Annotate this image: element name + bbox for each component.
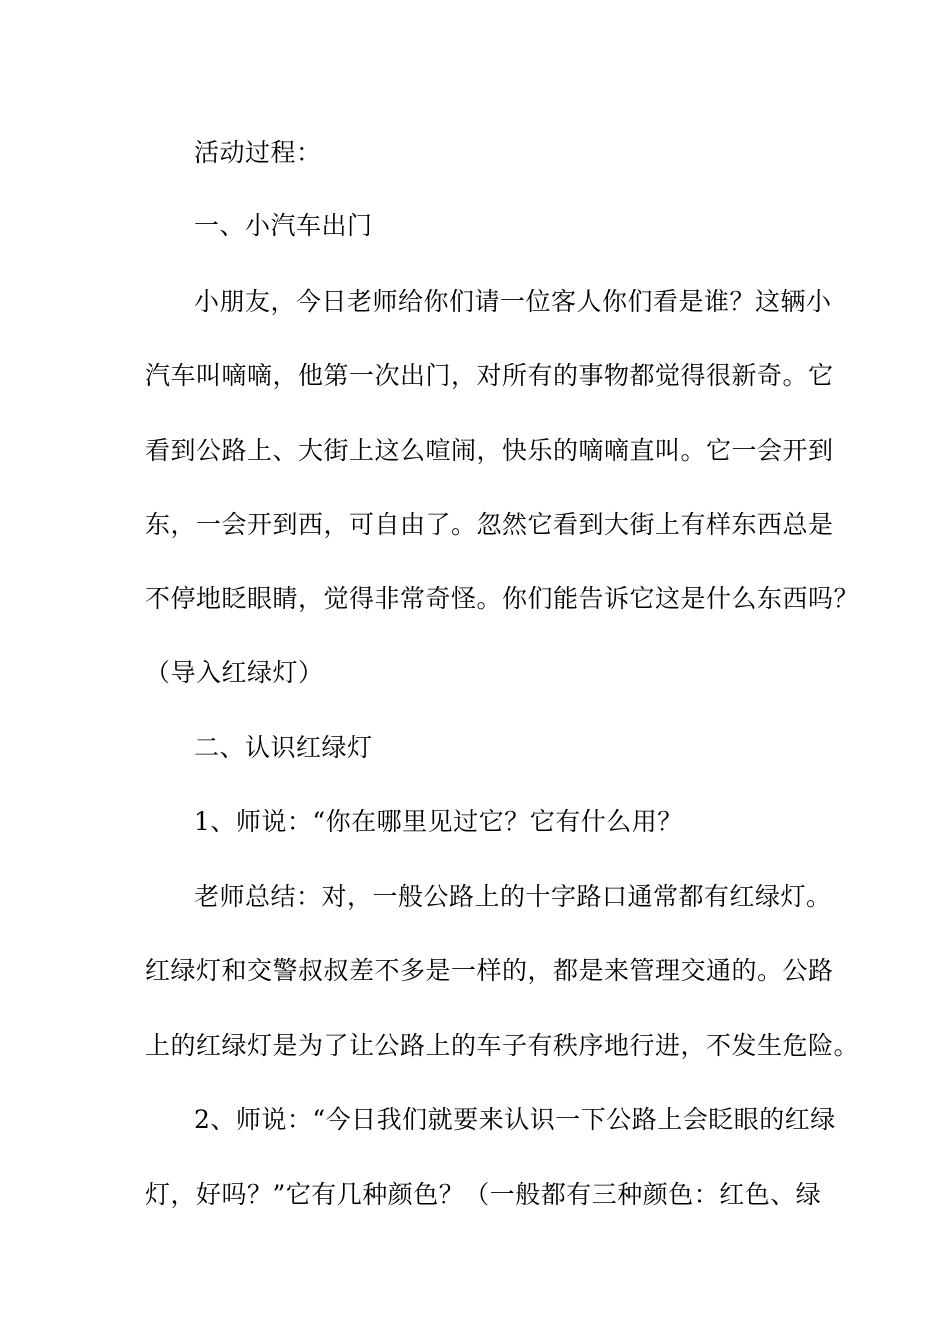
paragraph-line: 老师总结：对，一般公路上的十字路口通常都有红绿灯。 <box>194 882 832 911</box>
paragraph-line: 上的红绿灯是为了让公路上的车子有秩序地行进，不发生危险。 <box>145 1031 860 1060</box>
paragraph-line: 不停地眨眼睛，觉得非常奇怪。你们能告诉它这是什么东西吗？ <box>145 584 860 613</box>
section-heading-1: 一、小汽车出门 <box>194 211 373 240</box>
paragraph-line: 东，一会开到西，可自由了。忽然它看到大街上有样东西总是 <box>145 510 834 539</box>
section-heading-2: 二、认识红绿灯 <box>194 733 373 762</box>
paragraph-line: 灯，好吗？”它有几种颜色？（一般都有三种颜色：红色、绿 <box>145 1180 822 1209</box>
paragraph-line: 1、师说：“你在哪里见过它？它有什么用？ <box>194 807 683 836</box>
paragraph-line: 2、师说：“今日我们就要来认识一下公路上会眨眼的红绿 <box>194 1105 836 1134</box>
section-heading-activity-process: 活动过程： <box>194 138 322 167</box>
paragraph-line: 看到公路上、大街上这么喧闹，快乐的嘀嘀直叫。它一会开到 <box>145 436 834 465</box>
paragraph-line: 红绿灯和交警叔叔差不多是一样的，都是来管理交通的。公路 <box>145 956 834 985</box>
paragraph-line: （导入红绿灯） <box>145 658 324 687</box>
paragraph-line: 小朋友，今日老师给你们请一位客人你们看是谁？这辆小 <box>194 287 832 316</box>
paragraph-line: 汽车叫嘀嘀，他第一次出门，对所有的事物都觉得很新奇。它 <box>145 361 834 390</box>
